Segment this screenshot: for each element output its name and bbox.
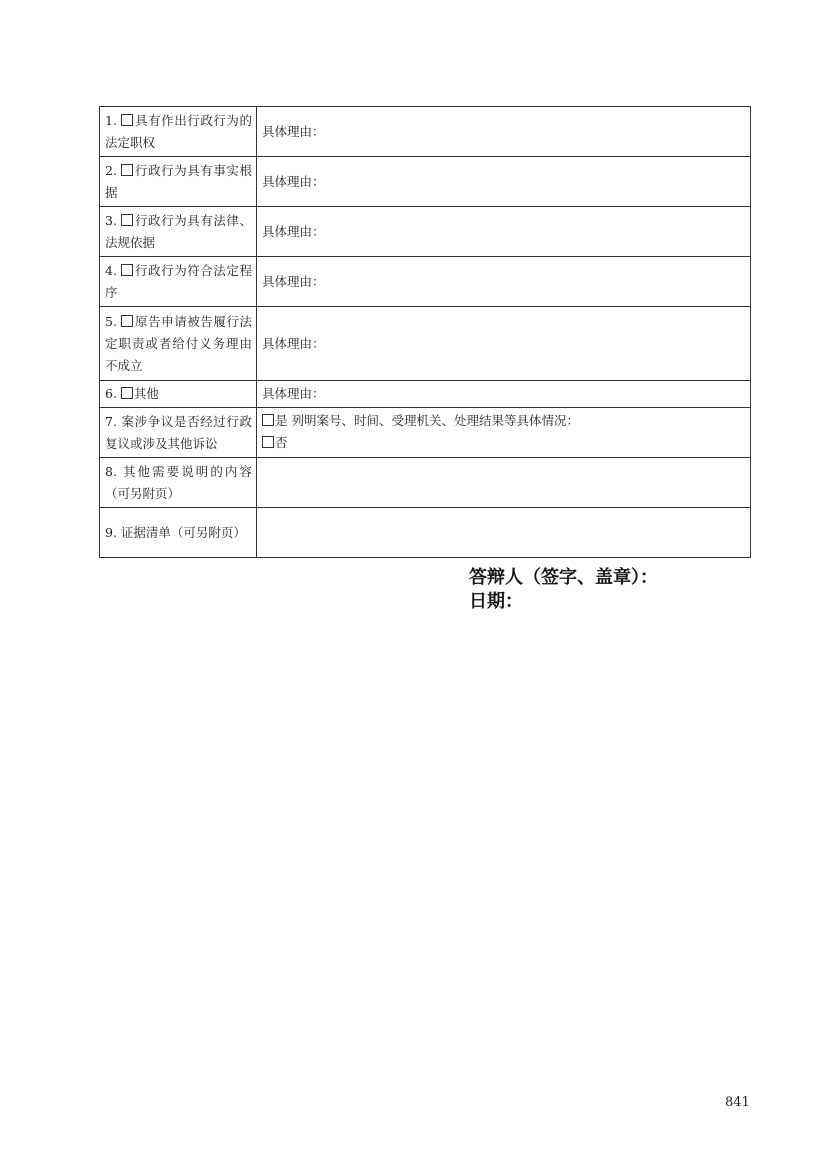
row-2-label-cell	[100, 157, 257, 207]
row-label: 行政行为符合法定程序	[105, 262, 252, 300]
row-number: 1.	[105, 112, 117, 128]
row-7-options-cell	[257, 408, 751, 458]
row-label: 行政行为具有法律、法规依据	[105, 212, 252, 250]
row-2-reason-cell[interactable]	[257, 157, 751, 207]
row-3-label-cell	[100, 207, 257, 257]
reason-label: 具体理由：	[262, 335, 325, 351]
option-yes-label: 是 列明案号、时间、受理机关、处理结果等具体情况：	[275, 413, 579, 428]
row-5-reason-cell[interactable]	[257, 307, 751, 381]
table-row	[100, 107, 751, 157]
reason-label: 具体理由：	[262, 386, 325, 401]
checkbox-icon[interactable]	[121, 164, 133, 176]
table-row	[100, 458, 751, 508]
date-label: 日期：	[469, 591, 523, 612]
row-6-label-cell	[100, 381, 257, 408]
row-label: 具有作出行政行为的法定职权	[105, 112, 252, 150]
row-number: 5.	[105, 313, 117, 329]
row-8-content-cell[interactable]	[257, 458, 751, 508]
table-row	[100, 381, 751, 408]
reason-label: 具体理由：	[262, 123, 325, 139]
row-9-content-cell[interactable]	[257, 508, 751, 558]
checkbox-icon[interactable]	[121, 214, 133, 226]
row-number: 3.	[105, 212, 117, 228]
row-label: 其他	[133, 386, 159, 401]
checkbox-icon[interactable]	[121, 114, 133, 126]
row-label: 证据清单（可另附页）	[120, 524, 246, 540]
checkbox-icon[interactable]	[121, 387, 133, 399]
row-6-reason-cell[interactable]	[257, 381, 751, 408]
defense-form-table	[99, 106, 751, 558]
row-8-label-cell	[100, 458, 257, 508]
row-number: 4.	[105, 262, 117, 278]
row-label: 案涉争议是否经过行政复议或涉及其他诉讼	[105, 413, 252, 451]
row-1-reason-cell[interactable]	[257, 107, 751, 157]
row-number: 9.	[105, 524, 117, 540]
reason-label: 具体理由：	[262, 173, 325, 189]
reason-label: 具体理由：	[262, 273, 325, 289]
checkbox-icon[interactable]	[262, 414, 274, 426]
row-label: 原告申请被告履行法定职责或者给付义务理由不成立	[105, 313, 252, 373]
row-number: 7.	[105, 413, 117, 429]
table-row	[100, 408, 751, 458]
checkbox-icon[interactable]	[262, 436, 274, 448]
reason-label: 具体理由：	[262, 223, 325, 239]
row-5-label-cell	[100, 307, 257, 381]
row-number: 6.	[105, 386, 117, 401]
row-7-label-cell	[100, 408, 257, 458]
row-label: 行政行为具有事实根据	[105, 162, 252, 200]
row-number: 2.	[105, 162, 117, 178]
table-row	[100, 157, 751, 207]
table-row	[100, 257, 751, 307]
row-number: 8.	[105, 463, 117, 479]
row-3-reason-cell[interactable]	[257, 207, 751, 257]
row-label: 其他需要说明的内容（可另附页）	[105, 463, 252, 501]
table-row	[100, 307, 751, 381]
row-4-reason-cell[interactable]	[257, 257, 751, 307]
checkbox-icon[interactable]	[121, 315, 133, 327]
table-row	[100, 207, 751, 257]
row-9-label-cell	[100, 508, 257, 558]
table-row	[100, 508, 751, 558]
signature-block	[469, 566, 658, 614]
option-yes[interactable]	[262, 410, 746, 432]
respondent-signature-label: 答辩人（签字、盖章）：	[469, 567, 658, 588]
option-no-label: 否	[275, 435, 288, 450]
option-no[interactable]	[262, 432, 746, 454]
row-1-label-cell	[100, 107, 257, 157]
checkbox-icon[interactable]	[121, 264, 133, 276]
row-4-label-cell	[100, 257, 257, 307]
page-number: 841	[725, 1095, 750, 1110]
